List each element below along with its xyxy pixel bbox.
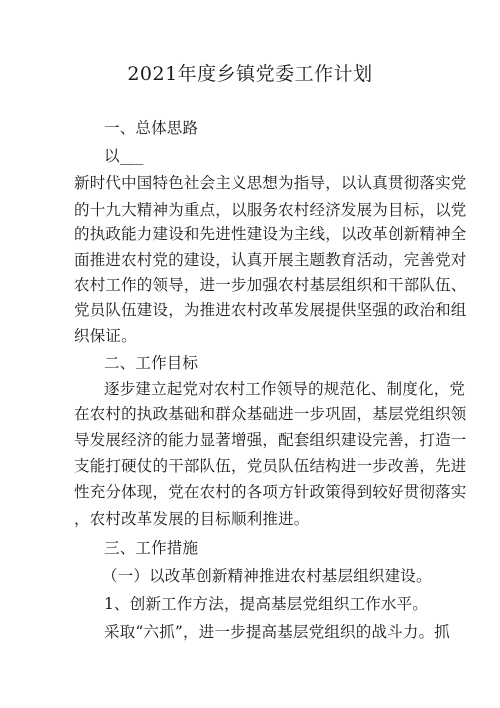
section-heading-overall-approach: 一、总体思路 <box>104 119 199 137</box>
paragraph-line: 在农村的执政基础和群众基础进一步巩固，基层党组织领 <box>74 405 467 423</box>
section-heading-work-measures: 三、工作措施 <box>104 539 199 557</box>
paragraph-line: 以___ <box>104 147 144 165</box>
paragraph-line: 面推进农村党的建设，认真开展主题教育活动，完善党对 <box>74 251 467 269</box>
sub-item-heading: 1、创新工作方法，提高基层党组织工作水平。 <box>104 595 429 613</box>
paragraph-line: 的执政能力建设和先进性建设为主线，以改革创新精神全 <box>74 225 467 243</box>
paragraph-line: 农村工作的领导，进一步加强农村基层组织和干部队伍、 <box>74 276 467 294</box>
paragraph-line: 逐步建立起党对农村工作领导的规范化、制度化，党 <box>104 380 466 398</box>
section-heading-work-goals: 二、工作目标 <box>104 354 199 372</box>
paragraph-line: 支能打硬仗的干部队伍，党员队伍结构进一步改善，先进 <box>74 457 467 475</box>
paragraph-line: 织保证。 <box>74 327 137 345</box>
subsection-heading: （一）以改革创新精神推进农村基层组织建设。 <box>102 567 432 585</box>
paragraph-line: 的十九大精神为重点，以服务农村经济发展为目标，以党 <box>74 201 467 219</box>
paragraph-line: 性充分体现，党在农村的各项方针政策得到较好贯彻落实 <box>74 483 467 501</box>
paragraph-line: ，农村改革发展的目标顺利推进。 <box>74 510 310 528</box>
paragraph-line: 导发展经济的能力显著增强，配套组织建设完善，打造一 <box>74 431 467 449</box>
paragraph-line: 新时代中国特色社会主义思想为指导，以认真贯彻落实党 <box>74 174 467 192</box>
document-title: 2021年度乡镇党委工作计划 <box>127 63 373 85</box>
paragraph-line: 采取“六抓”，进一步提高基层党组织的战斗力。抓 <box>104 623 450 641</box>
paragraph-line: 党员队伍建设，为推进农村改革发展提供坚强的政治和组 <box>74 301 467 319</box>
